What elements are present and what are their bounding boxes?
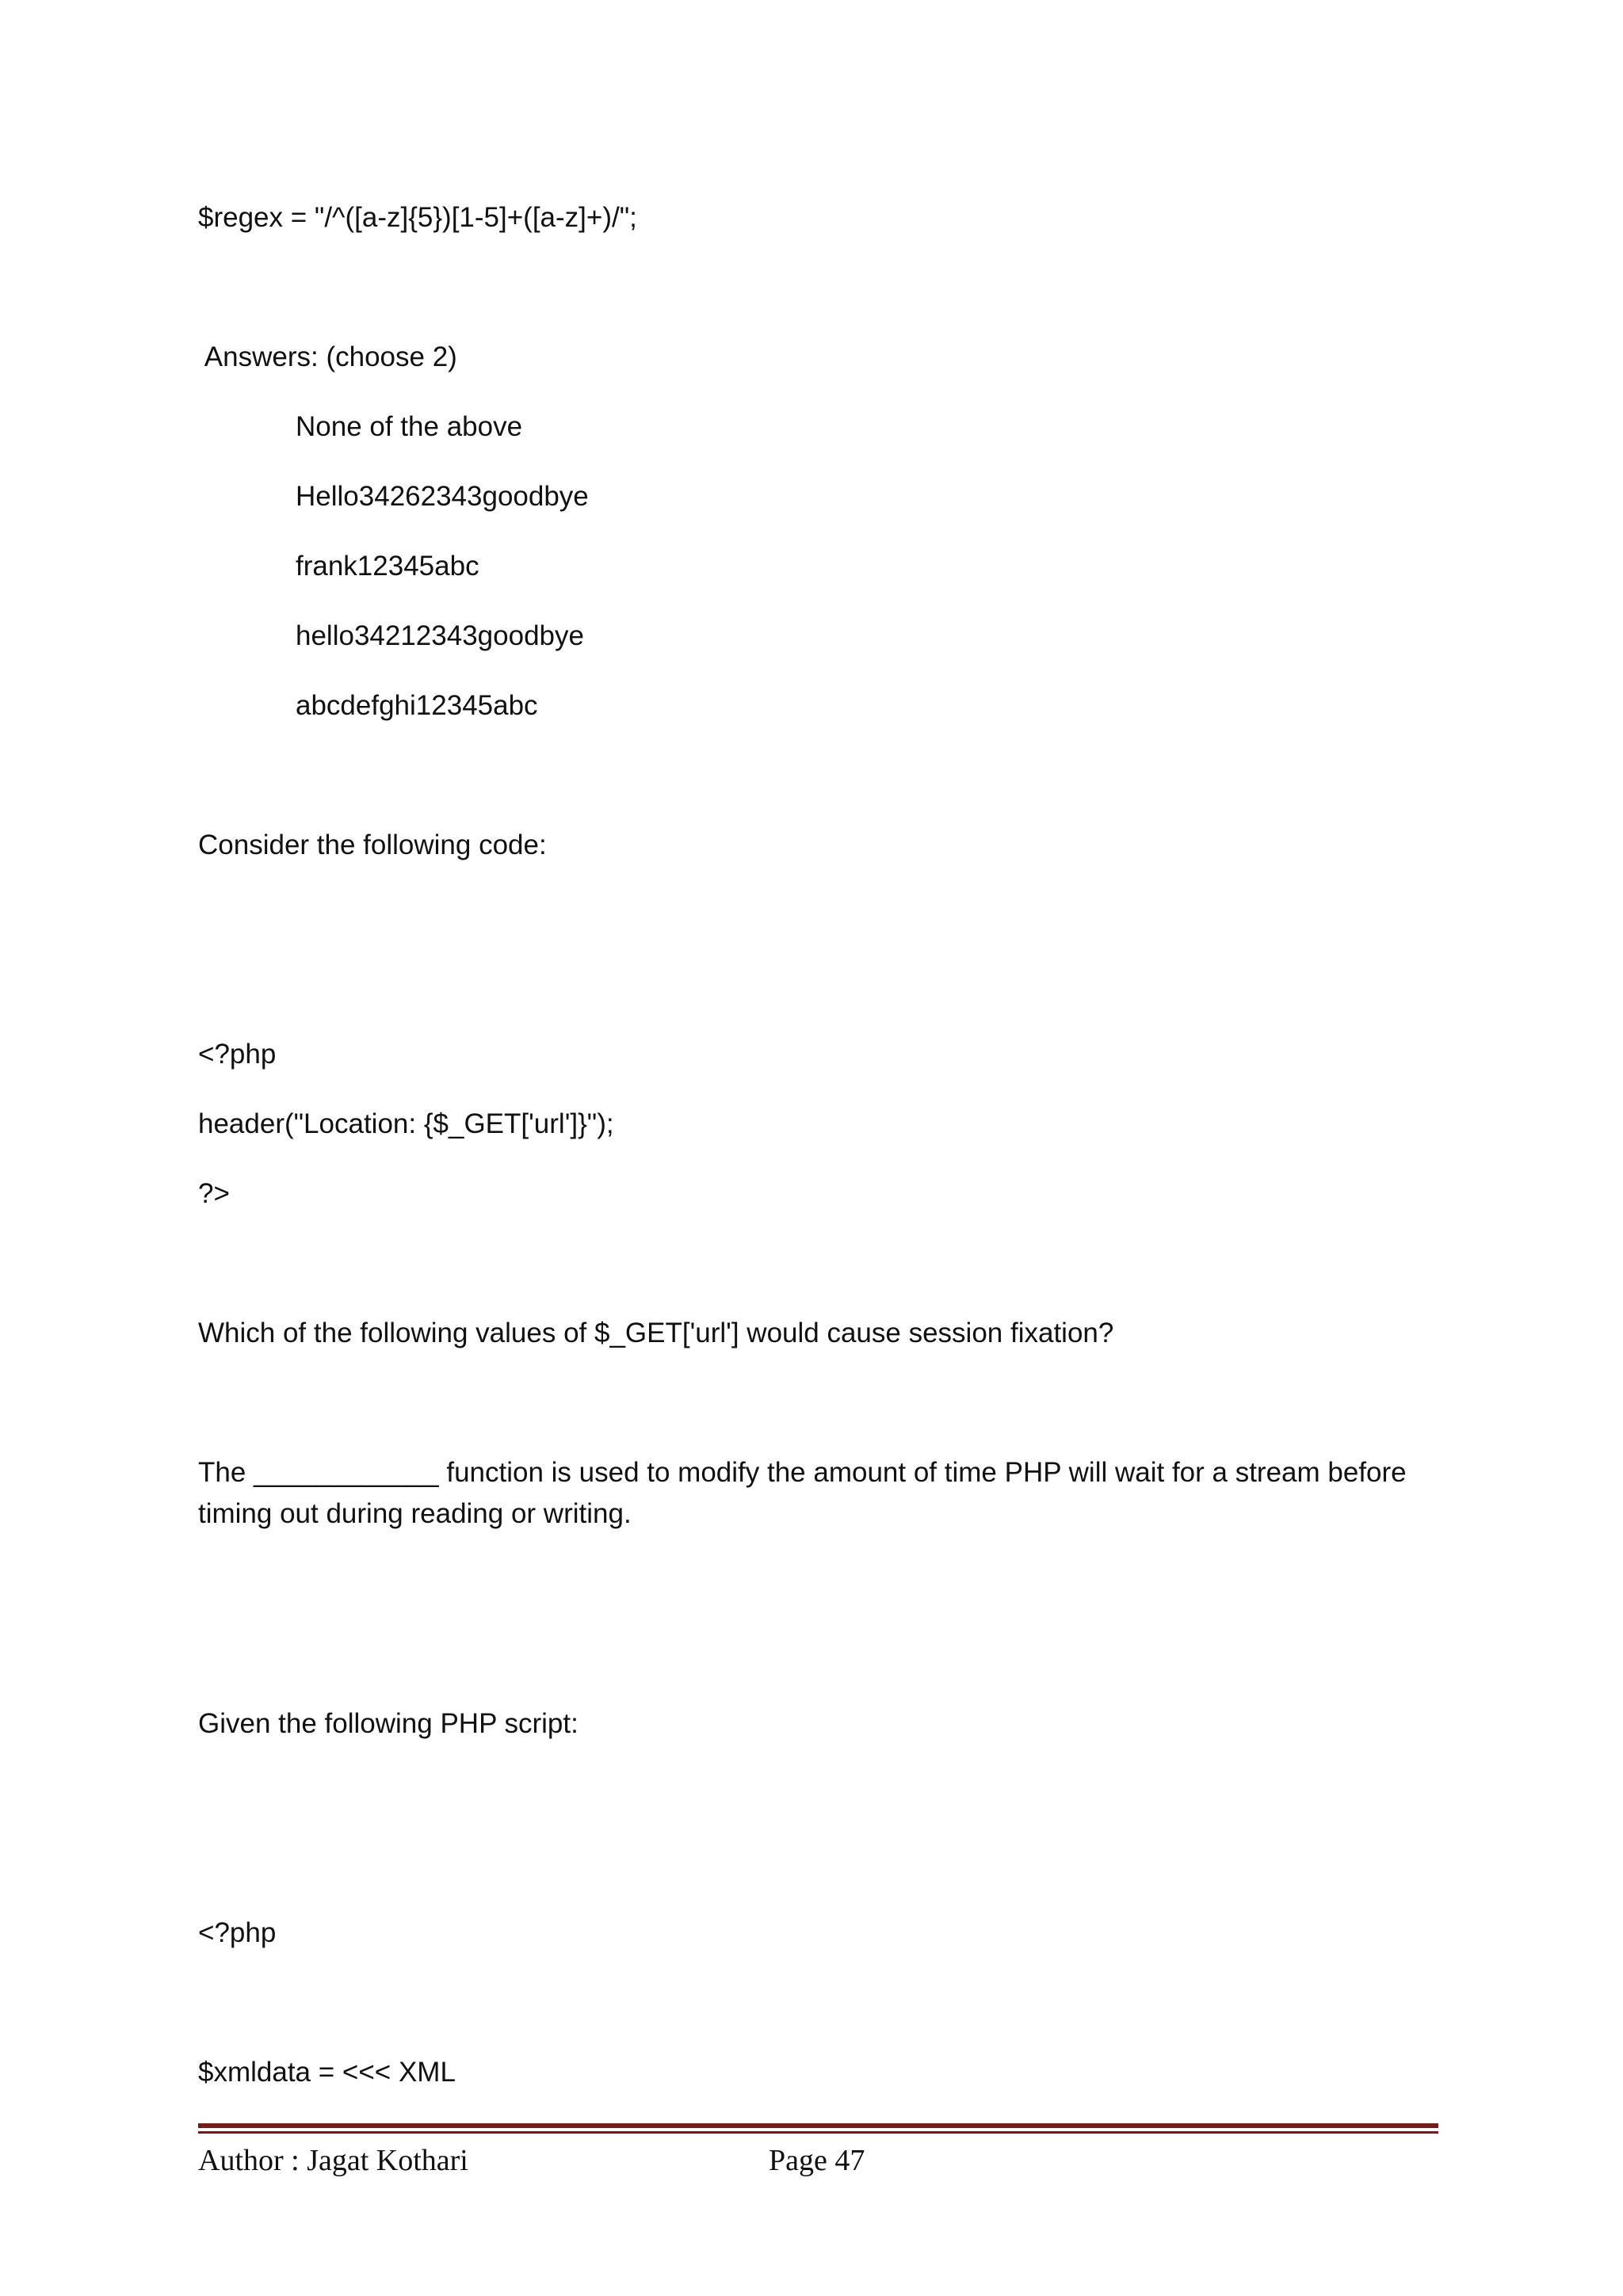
session-fixation-question: Which of the following values of $_GET['url'] would cause session fixation? <box>198 1318 1114 1348</box>
footer-divider <box>198 2123 1438 2128</box>
code-line: header("Location: {$_GET['url']}"); <box>198 1108 614 1139</box>
code-line: <?php <box>198 1039 277 1070</box>
answer-option: hello34212343goodbye <box>296 620 584 651</box>
given-script-prompt: Given the following PHP script: <box>198 1708 579 1739</box>
answer-option: frank12345abc <box>296 551 479 582</box>
footer-page-number: Page 47 <box>769 2144 865 2177</box>
consider-code-prompt: Consider the following code: <box>198 830 547 860</box>
code-line: <?php <box>198 1917 277 1948</box>
answer-option: abcdefghi12345abc <box>296 690 538 721</box>
footer-divider-thin <box>198 2131 1438 2134</box>
code-line: ?> <box>198 1178 230 1209</box>
stream-timeout-question: The ____________ function is used to modify the amount of time PHP will wait for a stream before timing out during reading or writing. <box>198 1457 1407 1529</box>
answer-option: None of the above <box>296 411 523 442</box>
answer-option: Hello34262343goodbye <box>296 481 589 512</box>
code-line: $xmldata = <<< XML <box>198 2057 456 2088</box>
answers-heading: Answers: (choose 2) <box>198 341 457 372</box>
regex-code-line: $regex = "/^([a-z]{5})[1-5]+([a-z]+)/"; <box>198 202 637 233</box>
footer-author: Author : Jagat Kothari <box>198 2144 468 2177</box>
